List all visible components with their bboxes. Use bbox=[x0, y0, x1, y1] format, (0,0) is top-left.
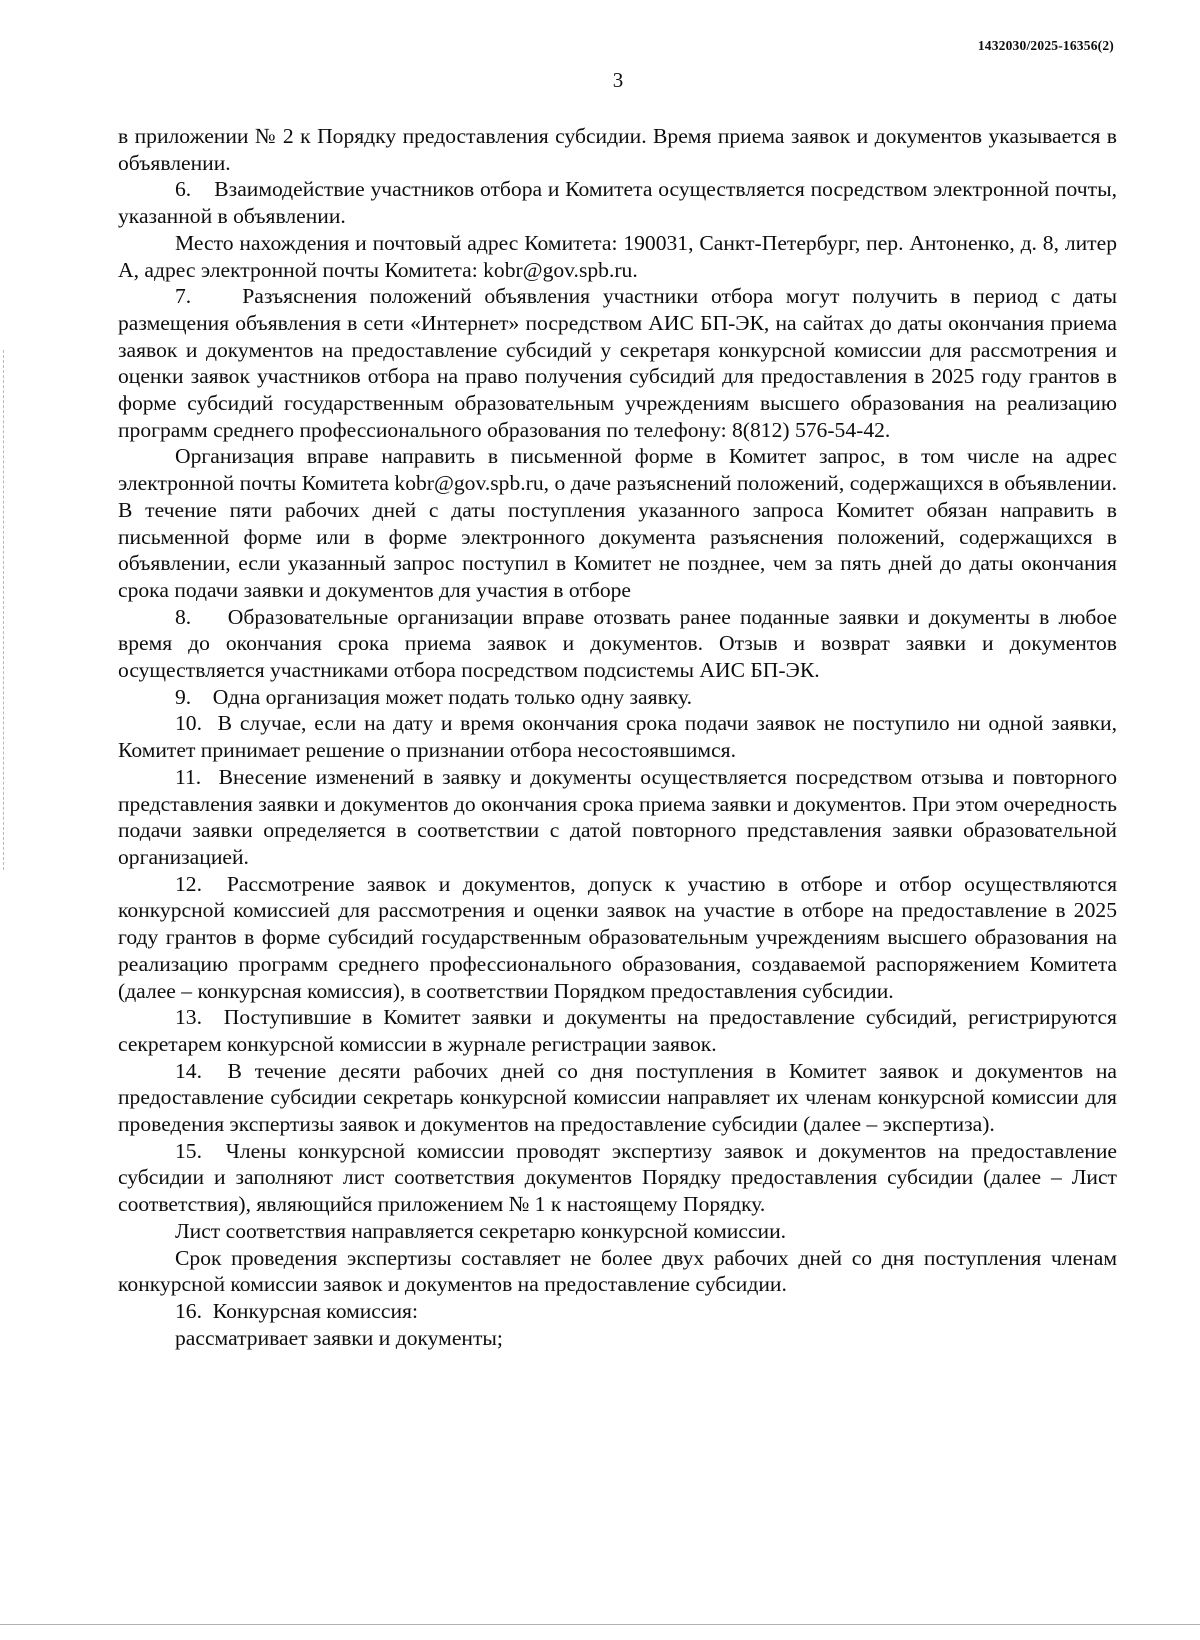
paragraph: 7. Разъяснения положений объявления участники отбора могут получить в период с даты размещения объявления в сети «Интернет» посредством АИС БП-ЭК, на сайтах до даты окончания приема заявок и документов на предоставление субсидий у секретаря конкурсной комиссии для рассмотрения и оценки заявок участников отбора на право получения субсидий для предоставления в 2025 году грантов в форме субсидий государственным образовательным учреждениям высшего образования на реализацию программ среднего профессионального образования по телефону: 8(812) 576-54-42. bbox=[118, 284, 1117, 442]
scan-bottom-edge bbox=[0, 1624, 1200, 1625]
paragraph: 8. Образовательные организации вправе отозвать ранее поданные заявки и документы в любое время до окончания срока приема заявок и документов. Отзыв и возврат заявки и документов осуществляется участниками отбора посредством подсистемы АИС БП-ЭК. bbox=[118, 604, 1117, 683]
paragraph: 15. Члены конкурсной комиссии проводят экспертизу заявок и документов на предоставление субсидии и заполняют лист соответствия документов Порядку предоставления субсидии (далее – Лист соответствия), являющийся приложением № 1 к настоящему Порядку. bbox=[118, 1138, 1117, 1217]
paragraph: 12. Рассмотрение заявок и документов, допуск к участию в отборе и отбор осуществляются конкурсной комиссией для рассмотрения и оценки заявок на участие в отборе на предоставление в 2025 году грантов в форме субсидий государственным образовательным учреждениям высшего образования на реализацию программ среднего профессионального образования, создаваемой распоряжением Комитета (далее – конкурсная комиссия), в соответствии Порядком предоставления субсидии. bbox=[118, 871, 1117, 1003]
paragraph: рассматривает заявки и документы; bbox=[175, 1325, 503, 1350]
paragraph: Срок проведения экспертизы составляет не более двух рабочих дней со дня поступления членам конкурсной комиссии заявок и документов на предоставление субсидии. bbox=[118, 1245, 1117, 1297]
paragraph: 9. Одна организация может подать только одну заявку. bbox=[175, 684, 692, 709]
paragraph: 14. В течение десяти рабочих дней со дня поступления в Комитет заявок и документов на предоставление субсидии секретарь конкурсной комиссии направляет их членам конкурсной комиссии для проведения экспертизы заявок и документов на предоставление субсидии (далее – экспертиза). bbox=[118, 1058, 1117, 1137]
paragraph: 10. В случае, если на дату и время окончания срока подачи заявок не поступило ни одной заявки, Комитет принимает решение о признании отбора несостоявшимся. bbox=[118, 711, 1117, 763]
paragraph: 11. Внесение изменений в заявку и документы осуществляется посредством отзыва и повторного представления заявки и документов до окончания срока приема заявки и документов. При этом очередность подачи заявки определяется в соответствии с датой повторного представления заявки образовательной организацией. bbox=[118, 764, 1117, 869]
paragraph: Лист соответствия направляется секретарю конкурсной комиссии. bbox=[175, 1218, 787, 1243]
page-number: 3 bbox=[612, 68, 624, 92]
paragraph: Организация вправе направить в письменной форме в Комитет запрос, в том числе на адрес электронной почты Комитета kobr@gov.spb.ru, о даче разъяснений положений, содержащихся в объявлении. В течение пяти рабочих дней с даты поступления указанного запроса Комитет обязан направить в письменной форме или в форме электронного документа разъяснения положений, содержащихся в объявлении, если указанный запрос поступил в Комитет не позднее, чем за пять дней до даты окончания срока подачи заявки и документов для участия в отборе bbox=[118, 444, 1117, 602]
paragraph: 6. Взаимодействие участников отбора и Комитета осуществляется посредством электронной почты, указанной в объявлении. bbox=[118, 177, 1117, 229]
paragraph: в приложении № 2 к Порядку предоставления субсидии. Время приема заявок и документов указывается в объявлении. bbox=[118, 124, 1117, 175]
scan-margin-line bbox=[3, 350, 5, 870]
document-registration-number: 1432030/2025-16356(2) bbox=[977, 38, 1114, 53]
paragraph: 13. Поступившие в Комитет заявки и документы на предоставление субсидий, регистрируются секретарем конкурсной комиссии в журнале регистрации заявок. bbox=[118, 1005, 1117, 1056]
paragraph: 16. Конкурсная комиссия: bbox=[175, 1298, 418, 1323]
document-body bbox=[118, 123, 1117, 1351]
paragraph: Место нахождения и почтовый адрес Комитета: 190031, Санкт-Петербург, пер. Антоненко, д. 8, литер А, адрес электронной почты Комитета: kobr@gov.spb.ru. bbox=[118, 230, 1117, 282]
